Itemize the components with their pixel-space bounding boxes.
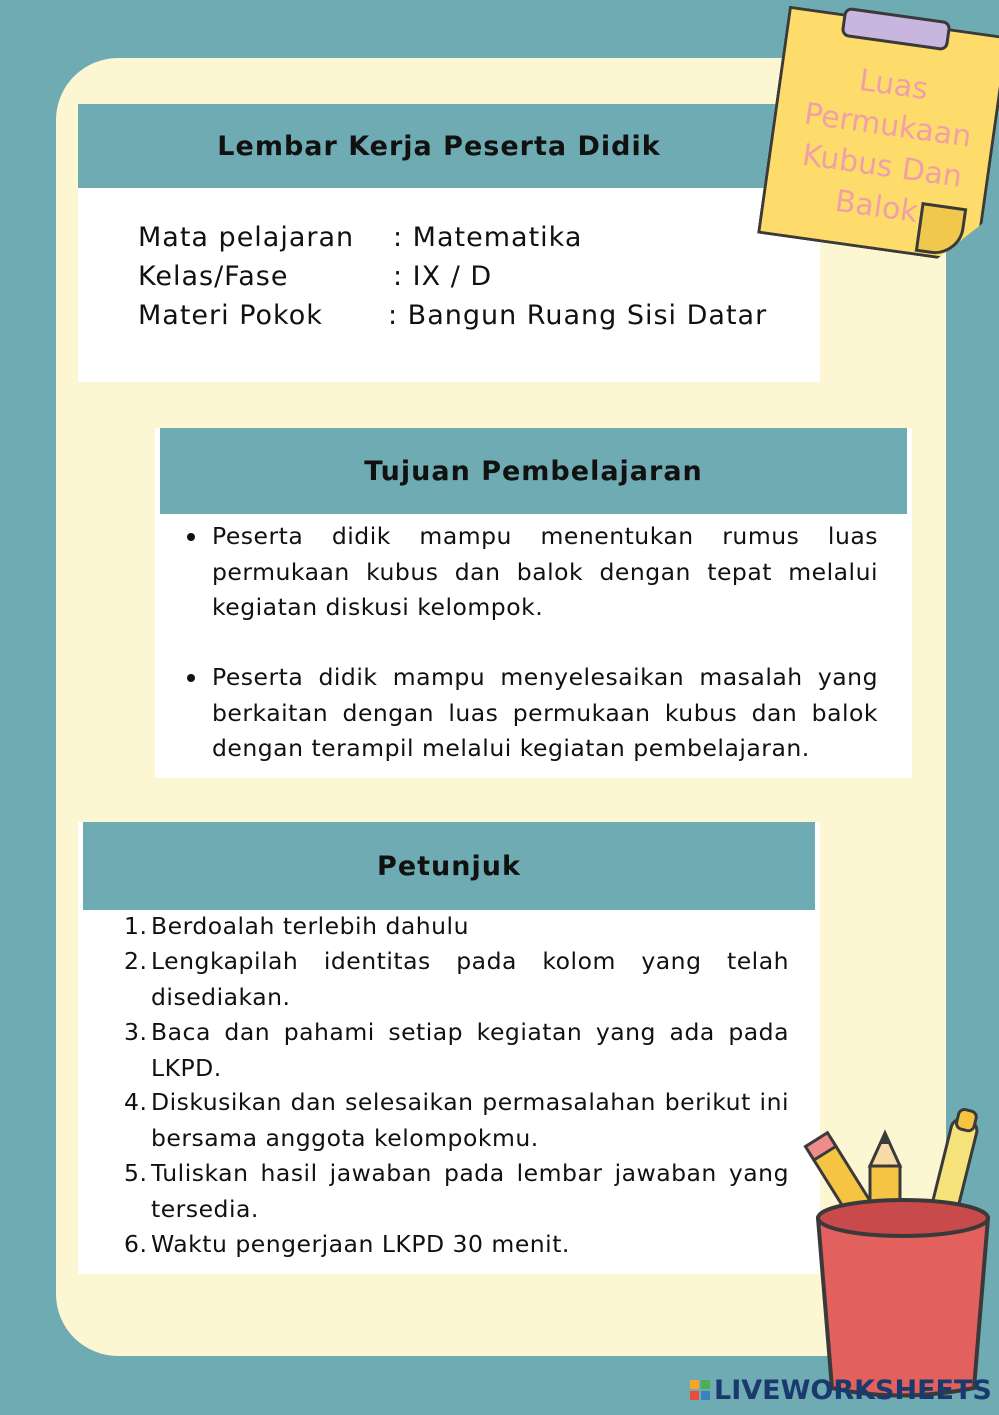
identity-label: Kelas/Fase xyxy=(138,261,289,292)
sticky-note-line: Luas xyxy=(856,62,931,108)
worksheet-title: Lembar Kerja Peserta Didik xyxy=(78,104,820,188)
identity-label: Materi Pokok xyxy=(138,300,323,331)
identity-row-topic xyxy=(138,300,767,331)
instruction-number: 2. xyxy=(124,947,148,975)
sticky-note-line: Permukaan xyxy=(802,96,974,155)
instruction-number: 1. xyxy=(124,912,148,940)
sticky-note-text xyxy=(770,50,999,242)
liveworksheets-logo xyxy=(690,1372,992,1408)
instruction-item xyxy=(124,1156,789,1227)
instruction-text: Berdoalah terlebih dahulu xyxy=(151,912,469,940)
instruction-text: Tuliskan hasil jawaban pada lembar jawaban yang tersedia. xyxy=(151,1159,789,1223)
instruction-number: 6. xyxy=(124,1230,148,1258)
instruction-number: 4. xyxy=(124,1088,148,1116)
instruction-item xyxy=(124,944,789,1015)
logo-mark-icon xyxy=(690,1380,710,1400)
objective-item: Peserta didik mampu menyelesaikan masalah yang berkaitan dengan luas permukaan kubus dan balok dengan terampil melalui kegiatan pembelajaran. xyxy=(212,660,878,767)
objectives-panel xyxy=(155,428,912,778)
footer-brand: LIVEWORKSHEETS xyxy=(714,1374,992,1406)
instruction-item xyxy=(124,909,789,945)
identity-value: : Matematika xyxy=(393,222,583,253)
identity-label: Mata pelajaran xyxy=(138,222,355,253)
pencil-cup-icon xyxy=(798,1098,998,1398)
instructions-panel xyxy=(78,822,820,1274)
instruction-text: Baca dan pahami setiap kegiatan yang ada pada LKPD. xyxy=(151,1018,789,1082)
instruction-number: 3. xyxy=(124,1018,148,1046)
instruction-item xyxy=(124,1085,789,1156)
instruction-text: Diskusikan dan selesaikan permasalahan berikut ini bersama anggota kelompokmu. xyxy=(151,1088,789,1152)
instructions-title: Petunjuk xyxy=(83,822,815,910)
instruction-item xyxy=(124,1227,789,1263)
identity-row-subject xyxy=(138,222,582,253)
sticky-note-line: Balok xyxy=(832,183,920,231)
identity-panel xyxy=(78,104,820,382)
sticky-note-line: Kubus Dan xyxy=(800,137,965,195)
instruction-text: Waktu pengerjaan LKPD 30 menit. xyxy=(151,1230,570,1258)
objective-item: Peserta didik mampu menentukan rumus luas permukaan kubus dan balok dengan tepat melalui kegiatan diskusi kelompok. xyxy=(212,519,878,626)
instruction-item xyxy=(124,1015,789,1086)
identity-row-class xyxy=(138,261,492,292)
instruction-number: 5. xyxy=(124,1159,148,1187)
instruction-text: Lengkapilah identitas pada kolom yang telah disediakan. xyxy=(151,947,789,1011)
objectives-title: Tujuan Pembelajaran xyxy=(160,428,907,514)
identity-value: : Bangun Ruang Sisi Datar xyxy=(388,300,768,331)
identity-value: : IX / D xyxy=(393,261,493,292)
